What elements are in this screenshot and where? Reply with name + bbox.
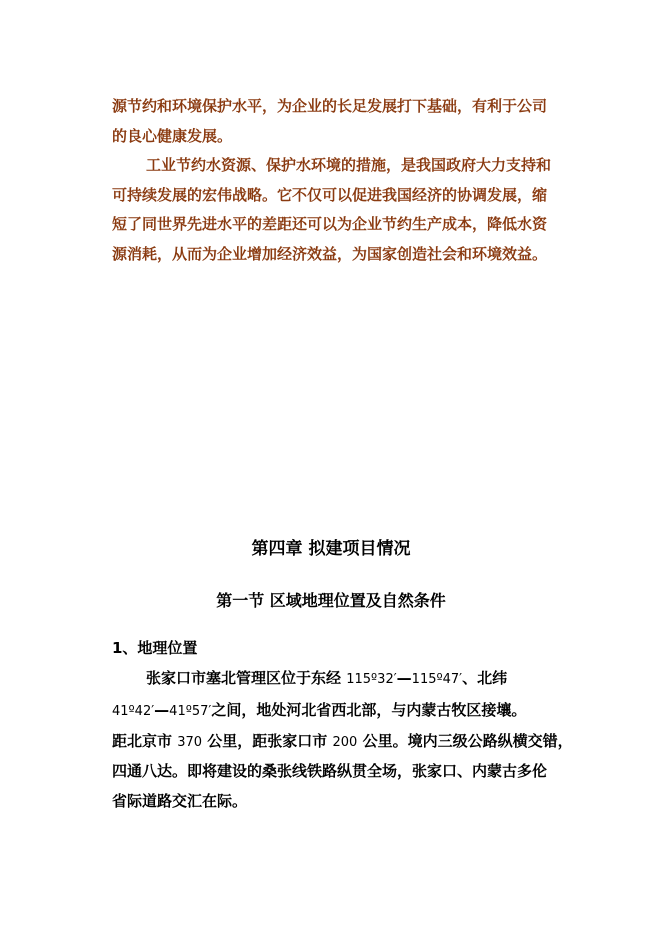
location-line-4: 四通八达。即将建设的桑张线铁路纵贯全场，张家口、内蒙古多伦 bbox=[112, 762, 548, 780]
location-line-2 bbox=[112, 700, 526, 722]
chapter-title: 第四章 拟建项目情况 bbox=[251, 539, 411, 559]
intro-line-5: 短了同世界先进水平的差距还可以为企业节约生产成本，降低水资 bbox=[112, 215, 548, 233]
location-line-2-text: 之间，地处河北省西北部，与内蒙古牧区接壤。 bbox=[211, 701, 527, 719]
location-heading: 1、地理位置 bbox=[112, 639, 198, 657]
dash: — bbox=[396, 669, 412, 687]
distance-beijing: 370 bbox=[177, 735, 203, 750]
location-line-3 bbox=[112, 731, 573, 753]
location-line-1 bbox=[146, 668, 507, 690]
location-line-1-part-e: 、北纬 bbox=[462, 669, 508, 687]
longitude-start: 115º32′ bbox=[346, 672, 397, 687]
location-line-3-part-c: 公里，距张家口市 bbox=[202, 732, 333, 750]
latitude-end: 41º57′ bbox=[169, 704, 212, 719]
distance-zhangjiakou: 200 bbox=[332, 735, 358, 750]
location-line-5: 省际道路交汇在际。 bbox=[112, 792, 248, 810]
intro-line-6: 源消耗，从而为企业增加经济效益，为国家创造社会和环境效益。 bbox=[112, 245, 548, 263]
intro-line-3: 工业节约水资源、保护水环境的措施，是我国政府大力支持和 bbox=[146, 156, 552, 174]
location-line-3-part-a: 距北京市 bbox=[112, 732, 178, 750]
latitude-start: 41º42′ bbox=[112, 704, 155, 719]
intro-line-2: 的良心健康发展。 bbox=[112, 127, 233, 145]
location-line-3-part-e: 公里。境内三级公路纵横交错， bbox=[357, 732, 573, 750]
intro-line-1: 源节约和环境保护水平，为企业的长足发展打下基础，有利于公司 bbox=[112, 97, 548, 115]
dash: — bbox=[154, 701, 170, 719]
longitude-end: 115º47′ bbox=[411, 672, 463, 687]
section-title: 第一节 区域地理位置及自然条件 bbox=[216, 591, 446, 610]
intro-line-4: 可持续发展的宏伟战略。它不仅可以促进我国经济的协调发展，缩 bbox=[112, 186, 548, 204]
location-line-1-part-a: 张家口市塞北管理区位于东经 bbox=[146, 669, 347, 687]
